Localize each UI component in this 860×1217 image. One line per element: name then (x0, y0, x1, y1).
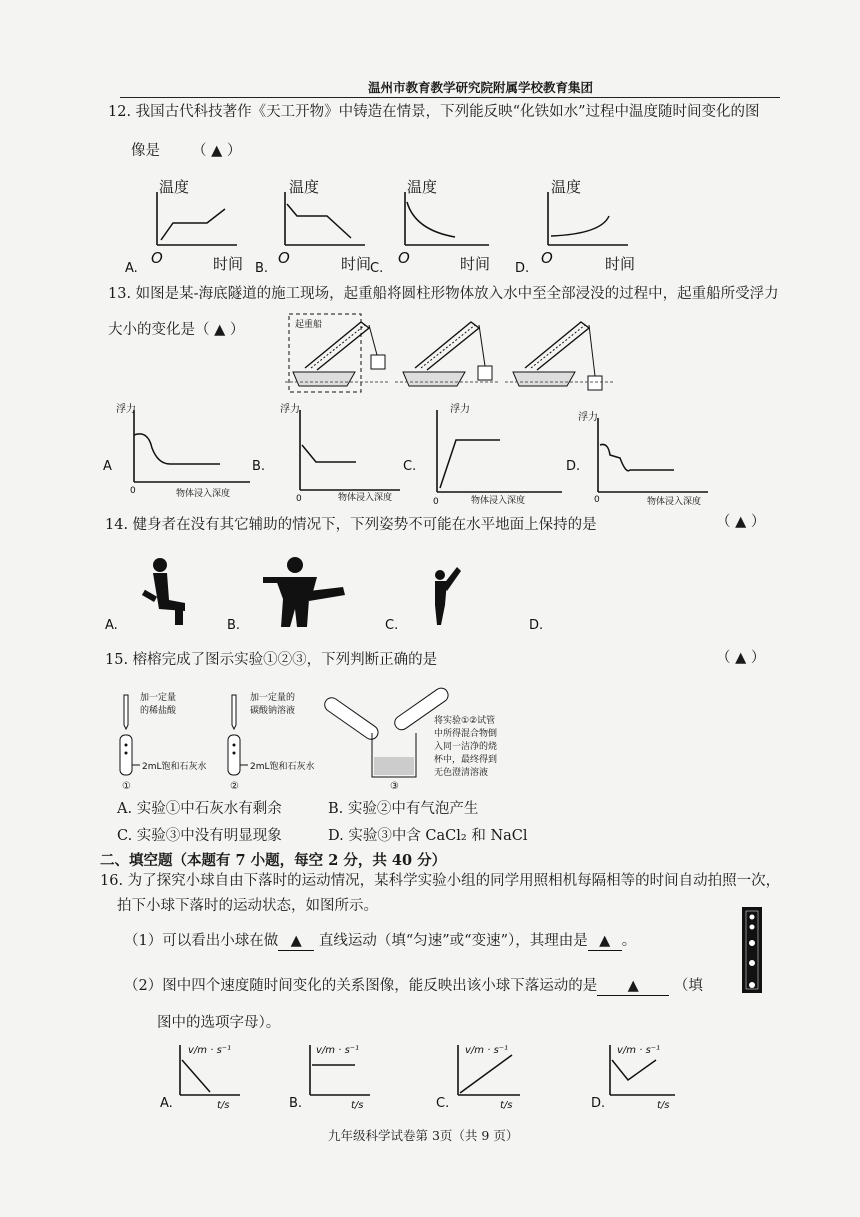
q16-line2: 拍下小球下落时的运动状态，如图所示。 (117, 898, 378, 914)
q12-graph-a (125, 178, 243, 275)
section-title: 二、填空题（本题有 7 小题，每空 2 分，共 40 分） (100, 852, 447, 869)
q15-answer: （ ▲ ） (716, 650, 766, 666)
svg-text:温度: 温度 (407, 178, 438, 196)
q15-exp2 (228, 691, 315, 792)
q13-option-a: A (103, 459, 112, 474)
q14-figure-b (263, 557, 345, 627)
q15-option-a: A. 实验①中石灰水有剩余 (117, 801, 282, 817)
svg-text:碳酸钠溶液: 碳酸钠溶液 (250, 706, 296, 716)
q15-experiment-figure (110, 685, 530, 795)
q16-part2-cont: 图中的选项字母）。 (157, 1015, 281, 1031)
svg-text:0: 0 (433, 497, 439, 507)
svg-text:时间: 时间 (605, 255, 636, 273)
q12-answer: （ ▲ ） (192, 143, 242, 159)
q16-option-c: C. (436, 1096, 450, 1111)
svg-text:0: 0 (130, 486, 136, 496)
q16-line1: 16. 为了探究小球自由下落时的运动情况，某科学实验小组的同学用照相机每隔相等的时间自动拍照一次， (100, 873, 781, 889)
q12-option-a: A. (125, 261, 138, 275)
svg-text:物体浸入深度: 物体浸入深度 (647, 497, 702, 507)
q16-graphs (150, 1035, 690, 1115)
svg-text:①: ① (122, 781, 131, 792)
q14-pose-figures (95, 555, 555, 635)
q13-line2: 大小的变化是（ ▲ ） (108, 322, 245, 338)
q13-line1: 13. 如图是某-海底隧道的施工现场，起重船将圆柱形物体放入水中至全部浸没的过程中，起重船所受浮力 (108, 286, 779, 302)
svg-text:②: ② (230, 781, 239, 792)
q13-graph-b (252, 402, 400, 504)
svg-text:③: ③ (390, 781, 399, 792)
q14-option-d: D. (529, 618, 544, 633)
q14-figure-c (435, 567, 461, 625)
q14-option-c: C. (385, 618, 399, 633)
ball-2 (750, 925, 755, 930)
svg-text:v/m · s⁻¹: v/m · s⁻¹ (617, 1045, 661, 1056)
q12-line2: 像是 (131, 143, 160, 159)
q12-option-c: C. (370, 261, 384, 275)
q12-line1: 12. 我国古代科技著作《天工开物》中铸造在情景，下列能反映“化铁如水”过程中温度随时间变化的图 (108, 104, 760, 120)
svg-text:温度: 温度 (551, 178, 582, 196)
svg-text:2mL饱和石灰水: 2mL饱和石灰水 (142, 762, 207, 772)
svg-text:0: 0 (296, 494, 302, 504)
svg-text:物体浸入深度: 物体浸入深度 (176, 489, 231, 499)
q14-option-a: A. (105, 618, 118, 633)
q12-graph-c (370, 178, 490, 275)
q13-option-c: C. (403, 459, 417, 474)
q13-ship-label: 起重船 (295, 320, 323, 330)
q16-blank-3[interactable]: ▲ (597, 978, 669, 996)
svg-text:温度: 温度 (289, 178, 320, 196)
q16-option-a: A. (160, 1096, 173, 1111)
q16-graph-c (436, 1045, 520, 1111)
q13-graph-a (103, 402, 250, 499)
q14-answer: （ ▲ ） (716, 514, 766, 530)
q16-graph-d (591, 1045, 675, 1111)
q15-option-c: C. 实验③中没有明显现象 (117, 828, 282, 844)
q15-exp1 (120, 691, 207, 792)
svg-text:t/s: t/s (500, 1100, 513, 1111)
ball-5 (749, 982, 755, 988)
svg-text:0: 0 (594, 495, 600, 505)
svg-text:加一定量: 加一定量 (140, 693, 177, 703)
svg-text:O: O (151, 249, 163, 267)
svg-text:t/s: t/s (351, 1100, 364, 1111)
svg-text:浮力: 浮力 (116, 404, 136, 415)
svg-text:O: O (278, 249, 290, 267)
q12-graph-d (515, 178, 635, 275)
q12-a-ylabel: 温度 (159, 178, 190, 196)
svg-text:v/m · s⁻¹: v/m · s⁻¹ (465, 1045, 509, 1056)
svg-text:中所得混合物倒: 中所得混合物倒 (434, 729, 498, 739)
q16-option-d: D. (591, 1096, 606, 1111)
svg-text:O: O (398, 249, 410, 267)
svg-text:无色澄清溶液: 无色澄清溶液 (434, 768, 489, 778)
q15-option-d: D. 实验③中含 CaCl₂ 和 NaCl (328, 828, 528, 844)
svg-text:浮力: 浮力 (578, 412, 598, 423)
svg-text:v/m · s⁻¹: v/m · s⁻¹ (316, 1045, 360, 1056)
header-rule (120, 97, 780, 98)
q13-graph-d (566, 410, 708, 507)
svg-text:t/s: t/s (217, 1100, 230, 1111)
q16-blank-1[interactable]: ▲ (278, 933, 314, 951)
q13-graph-c (403, 402, 562, 507)
svg-text:时间: 时间 (460, 255, 491, 273)
svg-text:的稀盐酸: 的稀盐酸 (140, 706, 177, 716)
q12-option-d: D. (515, 261, 530, 275)
q14-figure-a (142, 558, 185, 625)
svg-text:物体浸入深度: 物体浸入深度 (471, 496, 526, 506)
q16-option-b: B. (289, 1096, 303, 1111)
q13-crane-scenes (285, 310, 625, 400)
svg-text:v/m · s⁻¹: v/m · s⁻¹ (188, 1045, 232, 1056)
svg-text:入同一洁净的烧: 入同一洁净的烧 (434, 742, 498, 752)
svg-text:时间: 时间 (213, 255, 244, 273)
q16-graph-a (160, 1045, 240, 1111)
q15-line1: 15. 榕榕完成了图示实验①②③，下列判断正确的是 (105, 652, 438, 668)
svg-text:加一定量的: 加一定量的 (250, 693, 296, 703)
q14-line1: 14. 健身者在没有其它辅助的情况下，下列姿势不可能在水平地面上保持的是 (105, 517, 597, 533)
school-header: 温州市教育教学研究院附属学校教育集团 (368, 80, 594, 95)
svg-text:浮力: 浮力 (280, 404, 300, 415)
q12-option-b: B. (255, 261, 269, 275)
q13-option-b: B. (252, 459, 266, 474)
q16-graph-b (289, 1045, 370, 1111)
svg-text:物体浸入深度: 物体浸入深度 (338, 493, 393, 503)
svg-text:2mL饱和石灰水: 2mL饱和石灰水 (250, 762, 315, 772)
q15-option-b: B. 实验②中有气泡产生 (328, 801, 479, 817)
q15-exp3 (322, 685, 497, 792)
svg-text:浮力: 浮力 (450, 404, 470, 415)
q12-graph-b (255, 178, 371, 275)
svg-text:时间: 时间 (341, 255, 372, 273)
q16-ball-photo-strip (740, 905, 764, 995)
svg-text:杯中，最终得到: 杯中，最终得到 (434, 755, 498, 765)
svg-text:t/s: t/s (657, 1100, 670, 1111)
ball-3 (749, 940, 755, 946)
q13-option-d: D. (566, 459, 581, 474)
q16-blank-2[interactable]: ▲ (588, 933, 622, 951)
ball-1 (750, 915, 755, 920)
q12-graphs (115, 170, 755, 275)
ball-4 (749, 960, 755, 966)
q16-part1: （1）可以看出小球在做 ▲ 直线运动（填“匀速”或“变速”），其理由是 ▲ 。 (124, 933, 636, 951)
q16-part2: （2）图中四个速度随时间变化的关系图像，能反映出该小球下落运动的是 ▲ （填 (124, 978, 703, 996)
page-footer: 九年级科学试卷第 3页（共 9 页） (328, 1128, 519, 1143)
q13-graphs (100, 400, 720, 510)
svg-text:O: O (541, 249, 553, 267)
q14-option-b: B. (227, 618, 241, 633)
svg-text:将实验①②试管: 将实验①②试管 (434, 716, 496, 726)
